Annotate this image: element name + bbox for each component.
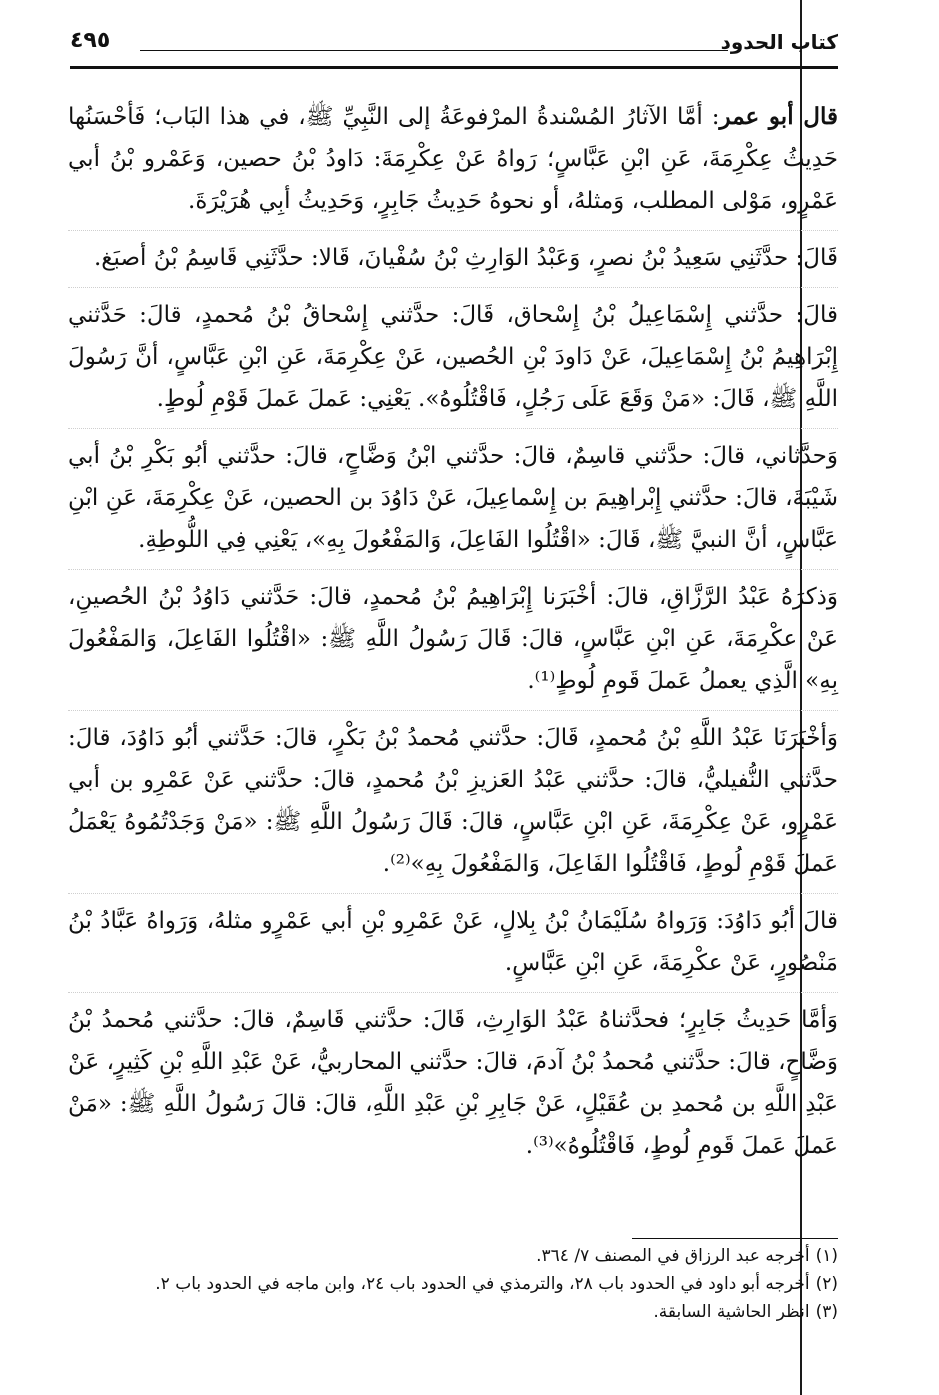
paragraph-text: قَالَ: حدَّثَنِي سَعِيدُ بْنُ نصرٍ، وَعَبْدُ الوَارِثِ بْنُ سُفْيانَ، قَالا: حدَّثَنِي قَاسِمُ بْنُ أصبَغ. (94, 245, 838, 271)
footnote-number: (٣) (815, 1302, 838, 1322)
paragraph-4 (68, 435, 838, 570)
main-text (68, 96, 838, 1181)
paragraph-speaker: قال أبو عمر (719, 103, 838, 130)
paragraph-2 (68, 237, 838, 288)
page-number: ٤٩٥ (70, 28, 111, 53)
footnote-number: (١) (815, 1246, 838, 1266)
footnote-text: أخرجه عبد الرزاق في المصنف ٧/ ٣٦٤. (536, 1246, 810, 1266)
footnote-text: أخرجه أبو داود في الحدود باب ٢٨، والترمذي في الحدود باب ٢٤، وابن ماجه في الحدود باب ٢. (155, 1274, 810, 1294)
paragraph-text: وَذكرَهُ عَبْدُ الرَّزَّاقِ، قالَ: أخْبَرَنا إِبْرَاهِيمُ بْنُ مُحمدٍ، قالَ: حَدَّثني دَاوُدُ بْنُ الحُصينِ، عَنْ عكْرِمَةَ، عَنِ ابْنِ عَبَّاسٍ، قالَ: قَالَ رَسُولُ اللَّهِ ﷺ: «اقْتُلُوا الفَاعِلَ، وَالمَفْعُولَ بِهِ» الَّذِي يعملُ عَملَ قَومِ لُوطٍ⁽¹⁾. (68, 584, 838, 694)
footnotes (68, 1244, 838, 1328)
footnote-number: (٢) (815, 1274, 838, 1294)
paragraph-text: : أمَّا الآثارُ المُسْندةُ المرْفوعَةُ إلى النَّبِيِّ ﷺ، في هذا البَاب؛ فَأحْسَنُها حَدِيثُ عِكْرِمَةَ، عَنِ ابْنِ عَبَّاسٍ؛ رَواهُ عَنْ عِكْرِمَةَ: دَاودُ بْنُ حصين، وَعَمْرو بْنُ أبي عَمْرٍو، مَوْلى المطلب، وَمثلهُ، أو نحوهُ حَدِيثُ جَابِرٍ، وَحَدِيثُ أبِي هُرَيْرَةَ. (68, 104, 838, 214)
footnote-1 (68, 1244, 838, 1268)
header-rule (140, 50, 728, 51)
paragraph-5 (68, 576, 838, 711)
paragraph-6 (68, 717, 838, 894)
paragraph-text: قالَ: حدَّثني إِسْمَاعِيلُ بْنُ إِسْحاق، قَالَ: حدَّثني إِسْحاقُ بْنُ مُحمدٍ، قالَ: حَدَّثني إِبْرَاهِيمُ بْنُ إِسْمَاعِيلَ، عَنْ دَاودَ بْنِ الحُصين، عَنْ عِكْرِمَةَ، عَنِ ابْنِ عَبَّاسٍ، أنَّ رَسُولَ اللَّهِ ﷺ، قَالَ: «مَنْ وَقَعَ عَلَى رَجُلٍ، فَاقْتُلُوهُ». يَعْنِي: عَملَ عَملَ قَوْمِ لُوطٍ. (68, 302, 838, 412)
paragraph-8 (68, 999, 838, 1175)
page-header (70, 28, 838, 68)
paragraph-1 (68, 96, 838, 231)
section-title: كتاب الحدود (720, 30, 838, 54)
paragraph-text: وَحدَّثاني، قالَ: حدَّثني قاسِمٌ، قالَ: حدَّثني ابْنُ وَضَّاحٍ، قالَ: حدَّثني أبُو بَكْرِ بْنُ أبي شَيْبَةَ، قالَ: حدَّثني إِبْراهِيمَ بن إِسْماعِيلَ، عَنْ دَاوُدَ بن الحصين، عَنْ عِكْرِمَةَ، عَنِ ابْنِ عَبَّاسٍ، أنَّ النبيَّ ﷺ، قَالَ: «اقْتُلُوا الفَاعِلَ، وَالمَفْعُولَ بِهِ»، يَعْنِي فِي اللُّوطِةِ. (68, 443, 838, 553)
footnote-text: انظر الحاشية السابقة. (653, 1302, 810, 1322)
paragraph-7 (68, 900, 838, 993)
paragraph-text: قالَ أبُو دَاوُدَ: وَرَواهُ سُلَيْمَانُ بْنُ بِلالٍ، عَنْ عَمْرِو بْنِ أبي عَمْرٍو مثلهُ، وَرَواهُ عَبَّادُ بْنُ مَنْصُورٍ، عَنْ عكْرِمَةَ، عَنِ ابْنِ عَبَّاسٍ. (68, 908, 838, 976)
footnote-divider (632, 1238, 838, 1239)
paragraph-text: وَأخْبَرَنَا عَبْدُ اللَّهِ بْنُ مُحمدٍ، قَالَ: حدَّثني مُحمدُ بْنُ بَكْرٍ، قالَ: حَدَّثني أبُو دَاوُدَ، قالَ: حدَّثني النُّفيليُّ، قالَ: حدَّثني عَبْدُ العَزيزِ بْنُ مُحمدٍ، قالَ: حدَّثني عَنْ عَمْرِو بن أبي عَمْرٍو، عَنْ عِكْرِمَةَ، عَنِ ابْنِ عَبَّاسٍ، قالَ: قَالَ رَسُولُ اللَّهِ ﷺ: «مَنْ وَجَدْتُمُوهُ يَعْمَلُ عَملَ قَوْمِ لُوطٍ، فَاقْتُلُوا الفَاعِلَ، وَالمَفْعُولَ بِهِ»⁽²⁾. (68, 725, 838, 877)
footnote-2 (68, 1272, 838, 1296)
paragraph-3 (68, 294, 838, 429)
footnote-3 (68, 1300, 838, 1324)
header-divider (70, 66, 838, 69)
paragraph-text: وَأمَّا حَدِيثُ جَابِرٍ؛ فحدَّثناهُ عَبْدُ الوَارِثِ، قَالَ: حدَّثني قَاسِمٌ، قالَ: حدَّثني مُحمدُ بْنُ وَضَّاحٍ، قالَ: حدَّثني مُحمدُ بْنُ آدمَ، قالَ: حدَّثني المحاربيُّ، عَنْ عَبْدِ اللَّهِ بْنِ كَثِيرٍ، عَنْ عَبْدِ اللَّهِ بن مُحمدِ بن عُقَيْلٍ، عَنْ جَابِرِ بْنِ عَبْدِ اللَّهِ، قالَ: قالَ رَسُولُ اللَّهِ ﷺ: «مَنْ عَملَ عَملَ قَومِ لُوطٍ، فَاقْتُلُوهُ»⁽³⁾. (68, 1007, 838, 1159)
